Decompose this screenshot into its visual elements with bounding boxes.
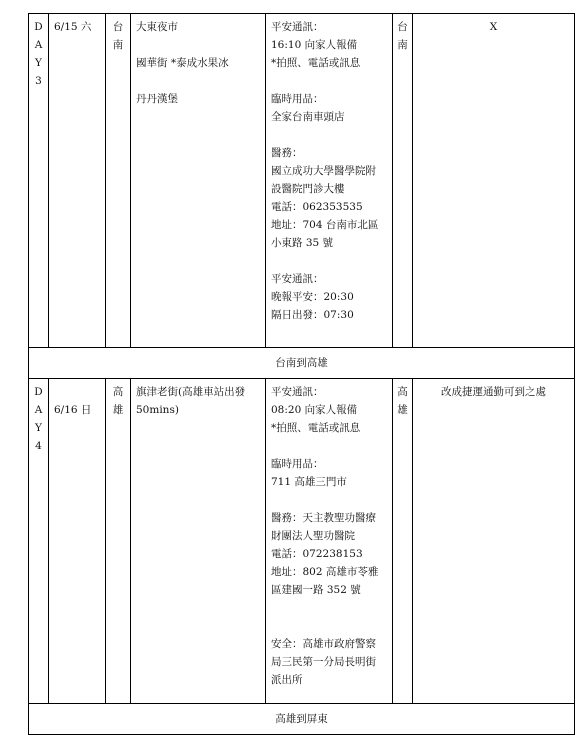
day4-row	[29, 379, 575, 704]
transit-1: 台南到高雄	[29, 348, 575, 379]
transit-row-2	[29, 704, 575, 735]
day3-city-2: 台 南	[393, 14, 413, 348]
itinerary-table	[28, 13, 575, 735]
day3-row	[29, 14, 575, 348]
day3-safety: 平安通訊： 16:10 向家人報備 *拍照、電話或訊息 臨時用品： 全家台南車頭店 醫務： 國立成功大學醫學院附 設醫院門診大樓 電話：062353535 地址：704 台南市北區 小東路 35 號 平安通訊： 晚報平安：20:30 隔日出發：07:30	[266, 14, 393, 348]
day4-safety: 平安通訊： 08:20 向家人報備 *拍照、電話或訊息 臨時用品： 711 高雄三門市 醫務：天主教聖功醫療 財團法人聖功醫院 電話：072238153 地址：802 高雄市苓雅 區建國一路 352 號 安全：高雄市政府警察 局三民第一分局長明街 派出所	[266, 379, 393, 704]
day3-spots: 大東夜市 國華街 *泰成水果冰 丹丹漢堡	[131, 14, 266, 348]
day4-date: 6/16 日	[49, 379, 106, 704]
transit-row-1	[29, 348, 575, 379]
day3-note: X	[413, 14, 575, 348]
day4-spots: 旗津老街(高雄車站出發 50mins)	[131, 379, 266, 704]
day3-date: 6/15 六	[49, 14, 106, 348]
day3-city: 台 南	[106, 14, 131, 348]
day4-city: 高 雄	[106, 379, 131, 704]
day4-city-2: 高 雄	[393, 379, 413, 704]
transit-2: 高雄到屏東	[29, 704, 575, 735]
day4-note: 改成捷運通勤可到之處	[413, 379, 575, 704]
day4-label: D A Y 4	[29, 379, 49, 704]
day3-label: D A Y 3	[29, 14, 49, 348]
